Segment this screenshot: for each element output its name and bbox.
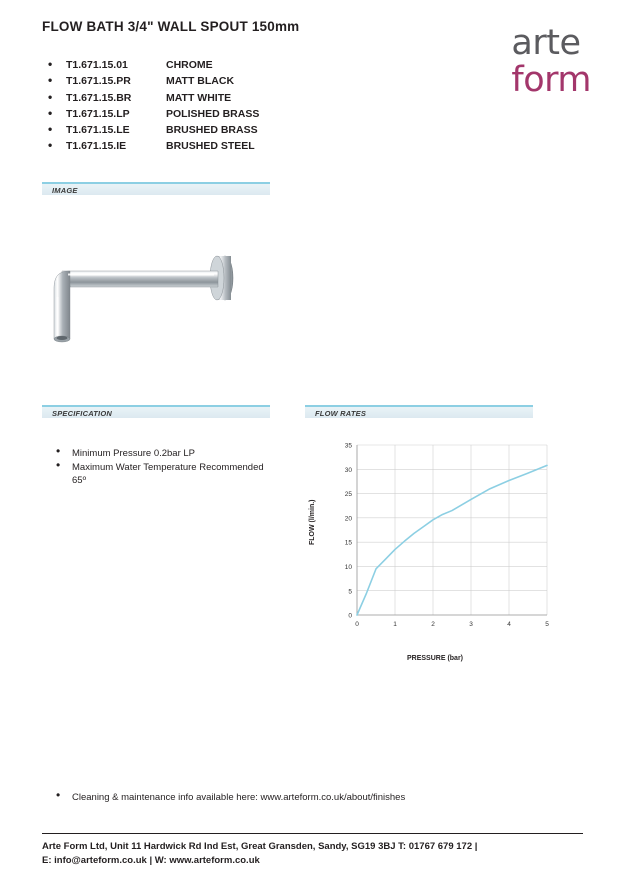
- svg-text:10: 10: [344, 564, 352, 572]
- list-item: • Minimum Pressure 0.2bar LP: [50, 447, 270, 460]
- product-sku: T1.671.15.IE: [66, 140, 127, 153]
- footer-divider: [42, 833, 583, 834]
- svg-text:0: 0: [348, 612, 352, 620]
- svg-text:4: 4: [507, 621, 511, 628]
- section-label: SPECIFICATION: [52, 409, 112, 418]
- logo-text-form: form: [511, 60, 591, 100]
- list-item: [42, 73, 259, 89]
- list-item: [42, 90, 259, 106]
- logo-text-arte: arte: [511, 23, 581, 63]
- chart-plot-area: [323, 437, 553, 647]
- svg-text:25: 25: [344, 491, 352, 499]
- list-item: • Maximum Water Temperature Recommended 65º: [50, 461, 270, 487]
- product-sku: T1.671.15.BR: [66, 91, 132, 104]
- product-sku: T1.671.15.01: [66, 59, 128, 71]
- chart-y-axis-label: FLOW (l/min.): [309, 499, 316, 545]
- product-sku: T1.671.15.LP: [66, 107, 130, 120]
- footer-line-2: E: info@arteform.co.uk | W: www.arteform.co.uk: [42, 855, 260, 866]
- section-header-image: [42, 182, 270, 195]
- product-sku: T1.671.15.PR: [66, 75, 131, 88]
- footer-contact: [42, 840, 587, 868]
- list-item: [42, 57, 259, 73]
- product-image: [46, 219, 276, 379]
- product-code-list: [42, 57, 259, 155]
- wall-spout-illustration: [46, 219, 276, 379]
- svg-text:35: 35: [344, 442, 352, 450]
- svg-text:2: 2: [431, 621, 435, 628]
- svg-text:3: 3: [469, 621, 473, 628]
- product-finish: POLISHED BRASS: [166, 107, 260, 120]
- maintenance-note-list: [50, 791, 405, 804]
- footer-line-1: Arte Form Ltd, Unit 11 Hardwick Rd Ind Est, Great Gransden, Sandy, SG19 3BJ T: 01767 679 172 |: [42, 841, 478, 852]
- flow-rate-chart: [305, 437, 565, 687]
- list-item: [42, 138, 259, 154]
- svg-text:20: 20: [344, 515, 352, 523]
- svg-text:30: 30: [344, 466, 352, 474]
- product-finish: MATT BLACK: [166, 75, 235, 88]
- section-header-specification: [42, 405, 270, 418]
- chart-x-axis-label: PRESSURE (bar): [406, 655, 463, 662]
- svg-text:0: 0: [355, 621, 359, 628]
- list-item: • Cleaning & maintenance info available here: www.arteform.co.uk/about/finishes: [50, 791, 405, 804]
- product-finish: BRUSHED STEEL: [166, 140, 255, 153]
- section-label: IMAGE: [52, 186, 78, 195]
- list-item: [42, 106, 259, 122]
- section-label: FLOW RATES: [315, 409, 367, 418]
- specification-list: [50, 447, 270, 488]
- svg-text:1: 1: [393, 621, 397, 628]
- page-title: FLOW BATH 3/4" WALL SPOUT 150mm: [42, 19, 300, 34]
- svg-text:5: 5: [545, 621, 549, 628]
- product-finish: CHROME: [166, 59, 213, 71]
- list-item: [42, 122, 259, 138]
- svg-text:15: 15: [344, 539, 352, 547]
- product-sku: T1.671.15.LE: [66, 124, 130, 137]
- brand-logo: [511, 23, 591, 100]
- section-header-flow-rates: [305, 405, 533, 418]
- svg-text:5: 5: [348, 588, 352, 596]
- product-finish: MATT WHITE: [166, 91, 232, 104]
- product-finish: BRUSHED BRASS: [166, 124, 258, 137]
